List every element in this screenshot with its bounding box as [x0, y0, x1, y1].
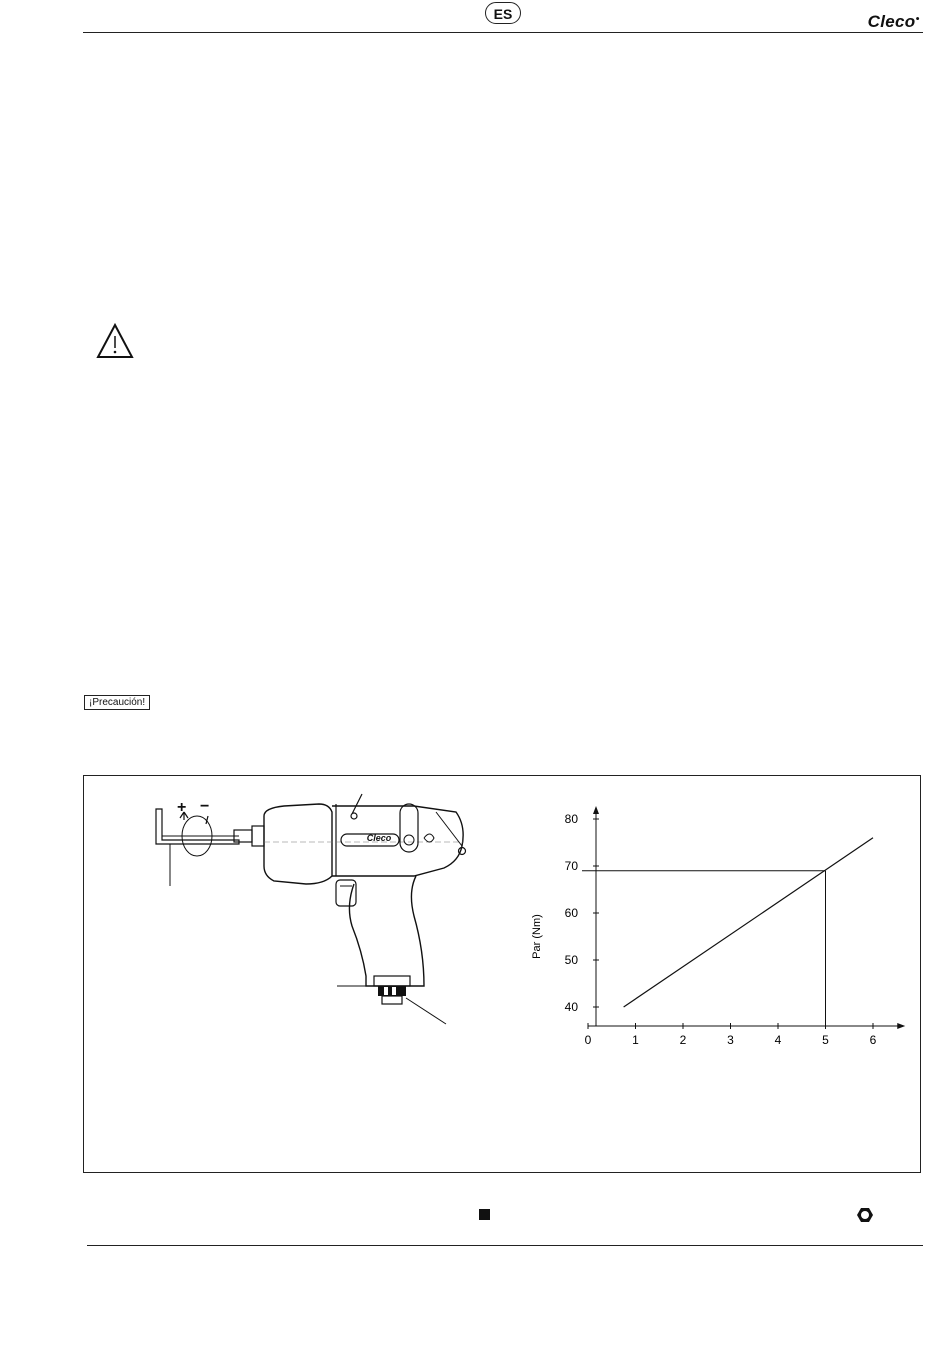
brand-logo: Cleco● [867, 12, 920, 31]
tool-brand-label: Cleco [366, 833, 392, 843]
y-tick-label-60: 60 [564, 906, 578, 920]
warning-icon [96, 323, 134, 364]
y-tick-label-80: 80 [564, 812, 578, 826]
x-tick-label-2: 2 [679, 1033, 687, 1047]
y-tick-label-40: 40 [564, 1000, 578, 1014]
torque-chart [504, 796, 914, 1056]
x-tick-label-0: 0 [584, 1033, 592, 1047]
tool-illustration [84, 776, 504, 1046]
caution-label: ¡Precaución! [84, 695, 150, 710]
x-tick-label-6: 6 [869, 1033, 877, 1047]
x-tick-label-3: 3 [727, 1033, 734, 1047]
y-tick-label-50: 50 [564, 953, 578, 967]
rotation-minus-label: − [200, 798, 210, 815]
x-tick-label-4: 4 [774, 1033, 782, 1047]
square-drive-icon [479, 1209, 490, 1220]
y-axis-arrow [593, 806, 599, 814]
header-rule [83, 32, 923, 33]
footer-rule [87, 1245, 923, 1246]
rotation-plus-label: + [177, 799, 187, 816]
hex-socket-icon [856, 1206, 874, 1229]
x-axis-arrow [897, 1023, 905, 1029]
y-tick-label-70: 70 [564, 859, 578, 873]
x-tick-label-1: 1 [632, 1033, 639, 1047]
x-tick-label-5: 5 [822, 1033, 829, 1047]
series-line-par [624, 838, 873, 1007]
figure-box [83, 775, 921, 1173]
y-axis-label: Par (Nm) [531, 914, 543, 959]
language-badge: ES [485, 2, 521, 24]
